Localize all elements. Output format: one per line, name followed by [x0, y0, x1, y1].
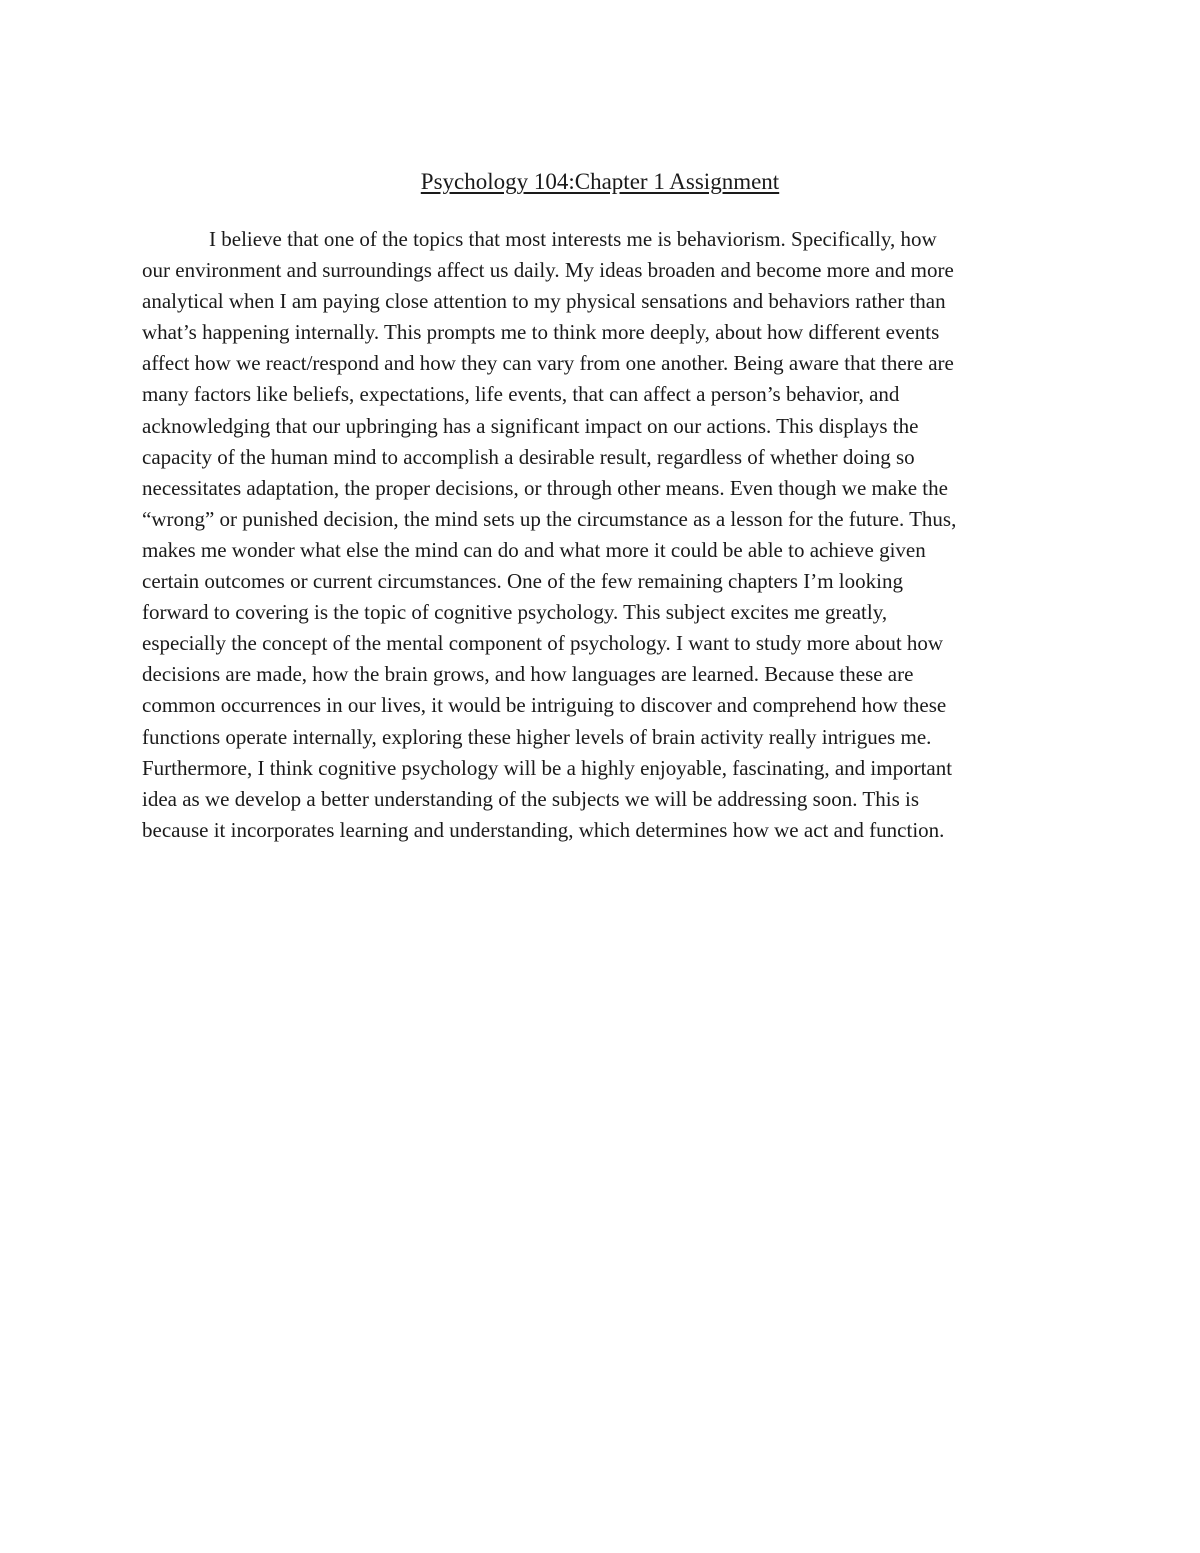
paragraph-line: “wrong” or punished decision, the mind sets up the circumstance as a lesson for the future. Thus,	[142, 506, 957, 531]
paragraph-line: our environment and surroundings affect us daily. My ideas broaden and become more and more	[142, 258, 954, 283]
paragraph-line: functions operate internally, exploring these higher levels of brain activity really intrigues me.	[142, 724, 932, 749]
paragraph-line: capacity of the human mind to accomplish a desirable result, regardless of whether doing so	[142, 444, 915, 469]
paragraph-line: what’s happening internally. This prompts me to think more deeply, about how different events	[142, 320, 940, 345]
document-title: Psychology 104:Chapter 1 Assignment	[420, 169, 780, 194]
paragraph-line: I believe that one of the topics that most interests me is behaviorism. Specifically, how	[209, 227, 937, 251]
essay-paragraph	[142, 224, 1082, 846]
paragraph-line: Furthermore, I think cognitive psychology will be a highly enjoyable, fascinating, and important	[142, 755, 953, 780]
paragraph-line: because it incorporates learning and understanding, which determines how we act and function.	[142, 817, 945, 842]
paragraph-line: makes me wonder what else the mind can do and what more it could be able to achieve given	[142, 537, 926, 562]
paragraph-line: necessitates adaptation, the proper decisions, or through other means. Even though we make the	[142, 475, 948, 500]
paragraph-line: decisions are made, how the brain grows, and how languages are learned. Because these are	[142, 662, 914, 687]
paragraph-line: acknowledging that our upbringing has a significant impact on our actions. This displays the	[142, 413, 919, 438]
paragraph-line: idea as we develop a better understanding of the subjects we will be addressing soon. This is	[142, 786, 920, 811]
paragraph-line: common occurrences in our lives, it would be intriguing to discover and comprehend how these	[142, 693, 947, 718]
paragraph-line: forward to covering is the topic of cognitive psychology. This subject excites me greatly,	[142, 600, 888, 625]
paragraph-line: especially the concept of the mental component of psychology. I want to study more about how	[142, 631, 944, 656]
paragraph-line: affect how we react/respond and how they can vary from one another. Being aware that there are	[142, 351, 954, 376]
paragraph-line: analytical when I am paying close attention to my physical sensations and behaviors rather than	[142, 289, 946, 314]
paragraph-line: certain outcomes or current circumstances. One of the few remaining chapters I’m looking	[142, 569, 903, 594]
paragraph-line: many factors like beliefs, expectations, life events, that can affect a person’s behavior, and	[142, 382, 900, 407]
